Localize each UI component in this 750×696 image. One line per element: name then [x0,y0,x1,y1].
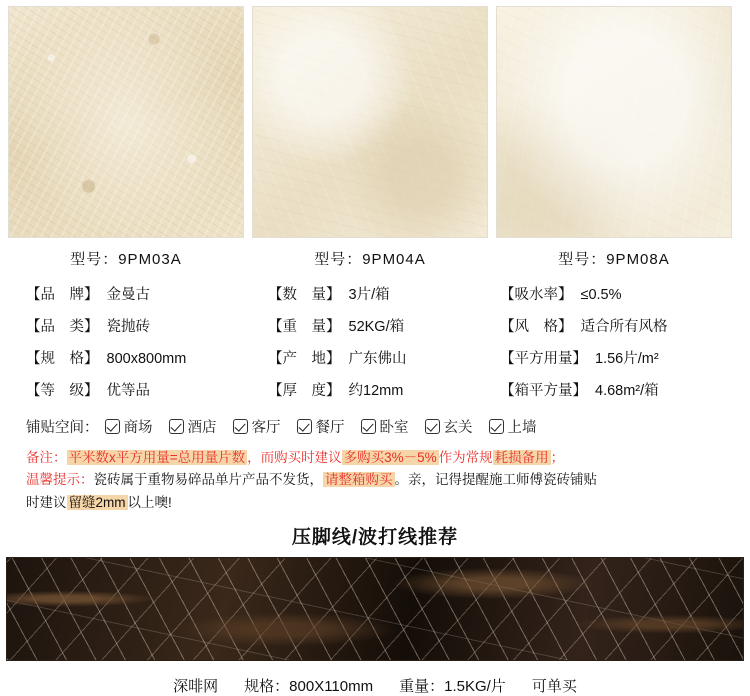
note-prefix: 备注： [26,450,67,465]
note-line-1 [26,447,736,469]
skirting-sale-mode: 可单买 [531,677,577,695]
spec-value: 广东佛山 [348,351,407,367]
application-space-row [0,400,750,437]
checkbox-checked-icon[interactable] [233,419,248,434]
skirting-size: 规格：800X110mm [244,677,374,695]
spec-key: 【等 级】 [26,383,99,399]
spec-grid [26,283,730,400]
note-highlight-gap: 留缝2mm [68,494,126,510]
note-highlight-extra-purchase: 多购买3%－5% [343,450,437,465]
spec-key: 【品 类】 [26,319,99,335]
space-item-label: 餐厅 [315,420,345,436]
spec-value: 优等品 [106,383,150,399]
spec-key: 【平方用量】 [500,351,587,367]
note-prefix: 温馨提示： [26,472,94,488]
spec-key: 【产 地】 [268,351,341,367]
spec-per-sqm [500,347,730,368]
spec-style [500,315,730,336]
spec-section [0,269,750,400]
checkbox-checked-icon[interactable] [489,419,504,434]
space-item-label: 卧室 [379,420,409,436]
checkbox-checked-icon[interactable] [361,419,376,434]
space-item-bedroom[interactable] [361,416,409,437]
checkbox-checked-icon[interactable] [105,419,120,434]
tile-sample-2[interactable] [252,6,488,269]
spec-key: 【箱平方量】 [500,383,587,399]
tile-caption-2: 型号：9PM04A [314,251,426,268]
tile-caption-1: 型号：9PM03A [70,251,182,268]
application-space-label: 铺贴空间： [26,420,99,436]
spec-box-area [500,379,730,400]
skirting-caption-row [0,661,750,696]
space-item-label: 客厅 [251,420,281,436]
spec-value: 52KG/箱 [348,319,405,335]
tile-image-9pm04a[interactable] [252,6,488,238]
spec-weight [268,315,500,336]
note-text: ； [550,450,565,465]
spec-quantity [268,283,500,304]
spec-key: 【吸水率】 [500,287,573,303]
spec-key: 【风 格】 [500,319,573,335]
spec-key: 【厚 度】 [268,383,341,399]
spec-water-absorption [500,283,730,304]
note-text: 时建议 [26,494,67,510]
note-text: ，而购买时建议 [247,450,342,465]
notes-block [0,437,750,514]
spec-value: 金曼古 [106,287,150,303]
tile-sample-1[interactable] [8,6,244,269]
tile-sample-row [0,0,750,269]
spec-value: 4.68m²/箱 [595,383,659,399]
spec-brand [26,283,268,304]
spec-key: 【重 量】 [268,319,341,335]
space-item-livingroom[interactable] [233,416,281,437]
skirting-name: 深啡网 [173,677,219,695]
checkbox-checked-icon[interactable] [297,419,312,434]
space-item-hotel[interactable] [169,416,217,437]
spec-grade [26,379,268,400]
spec-origin [268,347,500,368]
spec-value: 约12mm [348,383,404,399]
skirting-weight: 重量：1.5KG/片 [399,677,506,695]
space-item-label: 商场 [123,420,153,436]
spec-value: ≤0.5% [580,287,622,303]
skirting-banner-image[interactable] [6,557,744,661]
space-item-entryway[interactable] [425,416,473,437]
tile-caption-3: 型号：9PM08A [558,251,670,268]
tile-sample-3[interactable] [496,6,732,269]
note-highlight-loss: 耗损备用 [494,450,549,465]
spec-value: 800x800mm [106,351,187,367]
spec-category [26,315,268,336]
section-title-skirting: 压脚线/波打线推荐 [291,526,459,548]
spec-key: 【品 牌】 [26,287,99,303]
space-item-label: 玄关 [443,420,473,436]
spec-value: 3片/箱 [348,287,390,303]
note-highlight-buy-by-box: 请整箱购买 [325,472,393,488]
note-text: 。亲，记得提醒施工师傅瓷砖铺贴 [394,472,597,488]
note-text: 以上噢! [127,494,172,510]
checkbox-checked-icon[interactable] [169,419,184,434]
tile-image-9pm03a[interactable] [8,6,244,238]
space-item-mall[interactable] [105,416,153,437]
space-item-wall[interactable] [489,416,537,437]
spec-value: 瓷抛砖 [106,319,150,335]
note-text: 作为常规 [438,450,493,465]
space-item-label: 上墙 [507,420,537,436]
spec-value: 1.56片/m² [595,351,659,367]
note-line-2 [26,469,736,491]
spec-key: 【规 格】 [26,351,99,367]
note-highlight-formula: 平米数x平方用量=总用量片数 [68,450,246,465]
spec-thickness [268,379,500,400]
spec-key: 【数 量】 [268,287,341,303]
spec-size [26,347,268,368]
note-text: 瓷砖属于重物易碎品单片产品不发货， [93,472,323,488]
note-line-3 [26,492,736,514]
checkbox-checked-icon[interactable] [425,419,440,434]
space-item-diningroom[interactable] [297,416,345,437]
spec-value: 适合所有风格 [580,319,668,335]
tile-image-9pm08a[interactable] [496,6,732,238]
space-item-label: 酒店 [187,420,217,436]
